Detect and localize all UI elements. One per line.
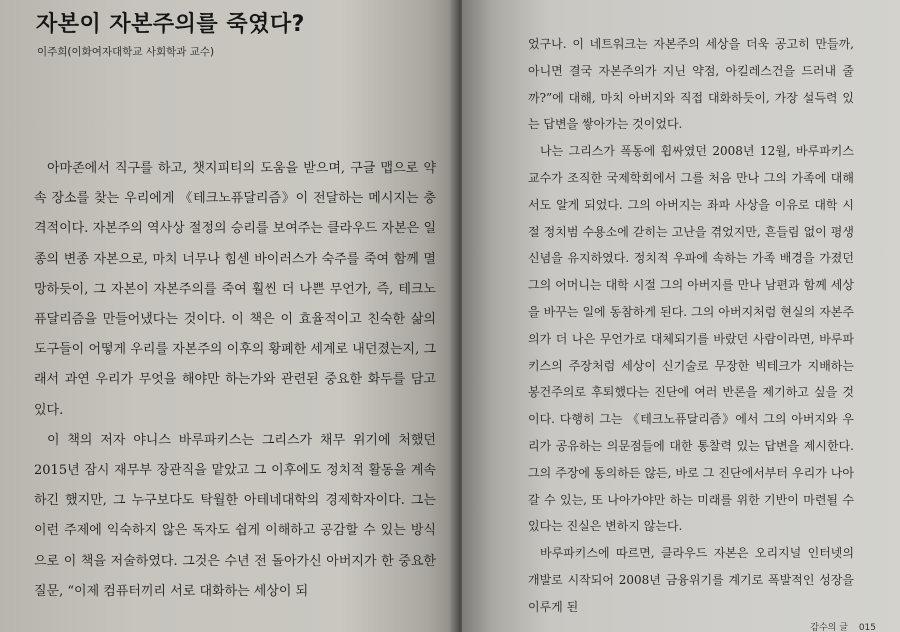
page-number: 015 [858, 623, 876, 632]
page-footer [802, 620, 876, 632]
right-page-body [528, 31, 854, 621]
body-paragraph: 바루파키스에 따르면, 클라우드 자본은 오리지널 인터넷의 개발로 시작되어 2008년 금융위기를 계기로 폭발적인 성장을 이루게 된 [528, 546, 854, 614]
body-paragraph: 이 책의 저자 야니스 바루파키스는 그리스가 채무 위기에 처했던 2015년 잠시 재무부 장관직을 맡았고 그 이후에도 정치적 활동을 계속하긴 했지만, 그 누구보다도 탁월한 아테네대학의 경제학자이다. 그는 이런 주제에 익숙하지 않은 독자도 쉽게 이해하고 공감할 수 있는 방식으로 이 책을 저술하였다. 그것은 수년 전 돌아가신 아버지가 한 중요한 질문, “이제 컴퓨터끼리 서로 대화하는 세상이 되 [34, 432, 436, 599]
left-page-body [34, 154, 436, 607]
body-paragraph: 나는 그리스가 폭동에 휩싸였던 2008년 12월, 바루파키스 교수가 조직한 국제학회에서 그를 처음 만나 그의 가족에 대해서도 알게 되었다. 그의 아버지는 좌파 사상을 이유로 대학 시절 정치범 수용소에 갇히는 고난을 겪었지만, 흔들림 없이 평생 신념을 유지하였다. 정치적 우파에 속하는 가족 배경을 가졌던 그의 어머니는 대학 시절 그의 아버지를 만나 남편과 함께 세상을 바꾸는 일에 동참하게 된다. 그의 아버지처럼 현실의 자본주의가 더 나은 무언가로 대체되기를 바랐던 사람이라면, 바루파키스의 주장처럼 세상이 신기술로 무장한 빅테크가 지배하는 봉건주의로 후퇴했다는 진단에 여러 반론을 제기하고 싶을 것이다. 다행히 그는 《테크노퓨달리즘》에서 그의 아버지와 우리가 공유하는 의문점들에 대한 통찰력 있는 답변을 제시한다. 그의 주장에 동의하든 않든, 바로 그 진단에서부터 우리가 나아갈 수 있는, 또 나아가야만 하는 미래를 위한 기반이 마련될 수 있다는 진실은 변하지 않는다. [528, 144, 854, 534]
chapter-title: 자본이 자본주의를 죽였다? [36, 12, 305, 37]
section-label: 감수의 글 [810, 623, 848, 632]
body-paragraph: 었구나. 이 네트워크는 자본주의 세상을 더욱 공고히 만들까, 아니면 결국 자본주의가 지닌 약점, 아킬레스건을 드러내 줄까?”에 대해, 마치 아버지와 직접 대화하듯이, 가장 설득력 있는 답변을 쌓아가는 것이었다. [528, 37, 854, 132]
body-paragraph: 아마존에서 직구를 하고, 챗지피티의 도움을 받으며, 구글 맵으로 약속 장소를 찾는 우리에게 《테크노퓨달리즘》이 전달하는 메시지는 충격적이다. 자본주의 역사상 절정의 승리를 보여주는 클라우드 자본은 일종의 변종 자본으로, 마치 너무나 힘센 바이러스가 숙주를 죽여 함께 멸망하듯이, 그 자본이 자본주의를 죽여 훨씬 더 나쁜 무언가, 즉, 테크노퓨달리즘을 만들어냈다는 것이다. 이 책은 이 효율적이고 친숙한 삶의 도구들이 어떻게 우리를 자본주의 이후의 황폐한 세계로 내던졌는지, 그래서 과연 우리가 무엇을 해야만 하는가와 관련된 중요한 화두를 담고 있다. [34, 161, 436, 418]
author-byline: 이주희(이화여자대학교 사회학과 교수) [37, 46, 215, 58]
